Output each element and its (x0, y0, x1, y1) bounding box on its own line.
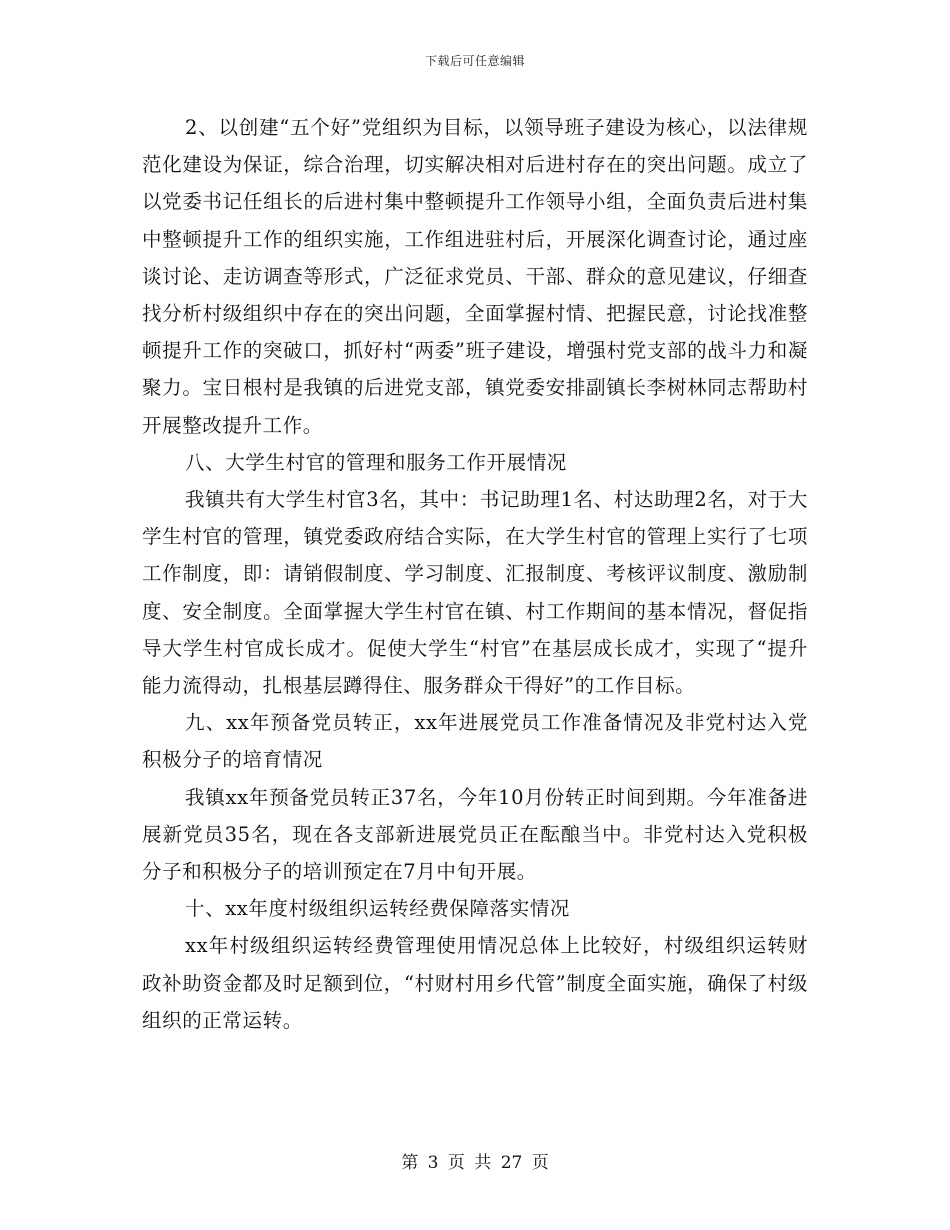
paragraph: 2、以创建“五个好”党组织为目标，以领导班子建设为核心，以法律规范化建设为保证，综合治理，切实解决相对后进村存在的突出问题。成立了以党委书记任组长的后进村集中整顿提升工作领导小组，全面负责后进村集中整顿提升工作的组织实施，工作组进驻村后，开展深化调查讨论，通过座谈讨论、走访调查等形式，广泛征求党员、干部、群众的意见建议，仔细查找分析村级组织中存在的突出问题，全面掌握村情、把握民意，讨论找准整顿提升工作的突破口，抓好村“两委”班子建设，增强村党支部的战斗力和凝聚力。宝日根村是我镇的后进党支部，镇党委安排副镇长李树林同志帮助村开展整改提升工作。 (142, 116, 808, 437)
page-header: 下载后可任意编辑 (424, 54, 525, 68)
paragraph: 我镇共有大学生村官3名，其中：书记助理1名、村达助理2名，对于大学生村官的管理，镇党委政府结合实际，在大学生村官的管理上实行了七项工作制度，即：请销假制度、学习制度、汇报制度、考核评议制度、激励制度、安全制度。全面掌握大学生村官在镇、村工作期间的基本情况，督促指导大学生村官成长成才。促使大学生“村官”在基层成长成才，实现了“提升能力流得动，扎根基层蹲得住、服务群众干得好”的工作目标。 (142, 488, 808, 698)
paragraph: xx年村级组织运转经费管理使用情况总体上比较好，村级组织运转财政补助资金都及时足额到位，“村财村用乡代管”制度全面实施，确保了村级组织的正常运转。 (142, 934, 808, 1032)
document-body (142, 109, 808, 1039)
section-heading: 十、xx年度村级组织运转经费保障落实情况 (185, 897, 570, 921)
section-heading: 九、xx年预备党员转正，xx年进展党员工作准备情况及非党村达入党积极分子的培育情况 (142, 711, 808, 772)
paragraph: 我镇xx年预备党员转正37名，今年10月份转正时间到期。今年准备进展新党员35名，现在各支部新进展党员正在酝酿当中。非党村达入党积极分子和积极分子的培训预定在7月中旬开展。 (142, 785, 808, 884)
section-heading: 八、大学生村官的管理和服务工作开展情况 (185, 450, 567, 474)
page-number-footer: 第 3 页 共 27 页 (401, 1153, 549, 1173)
